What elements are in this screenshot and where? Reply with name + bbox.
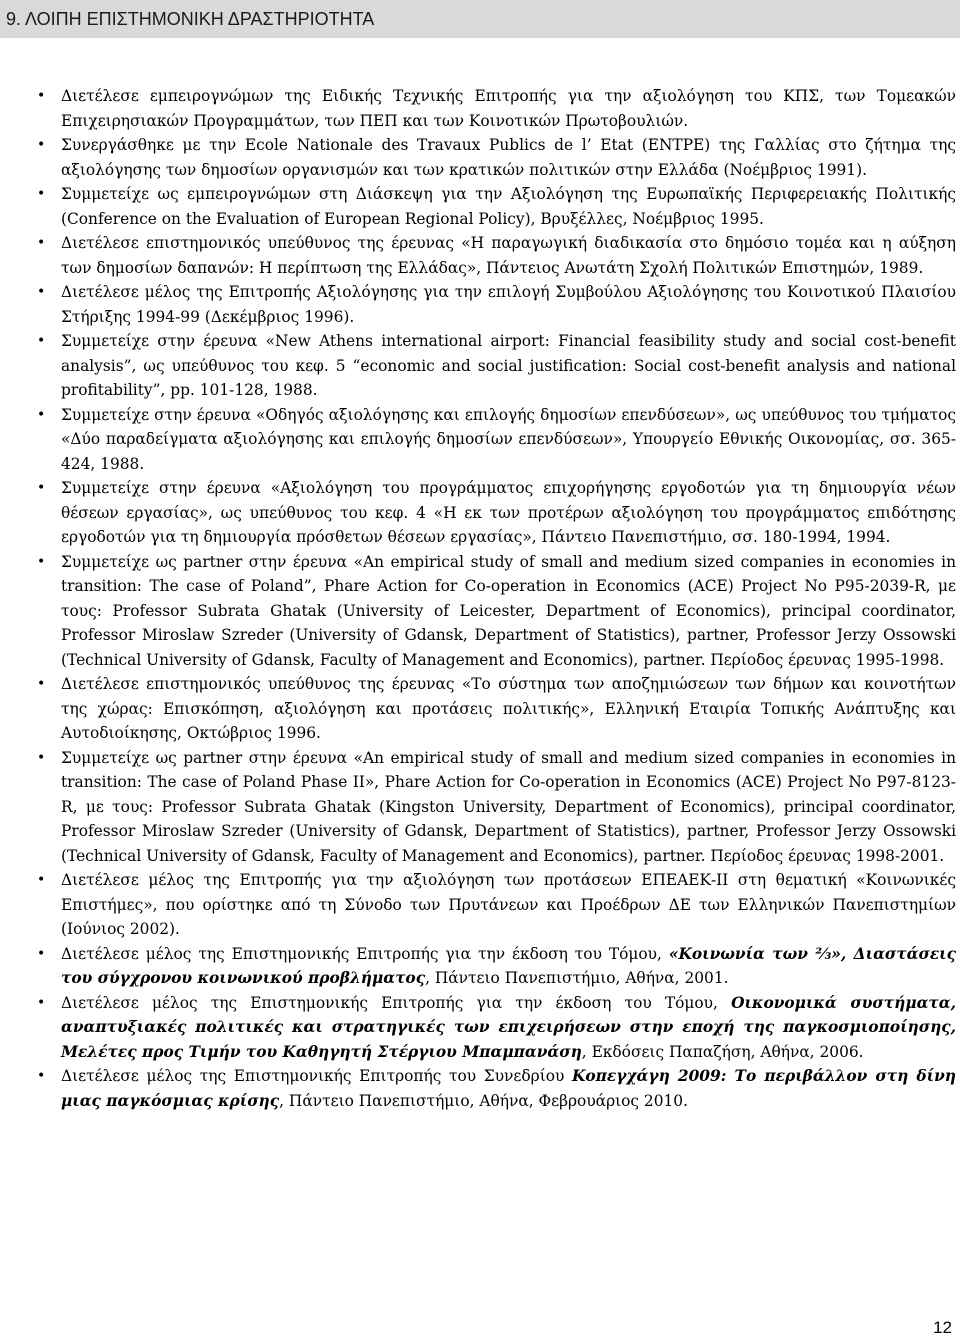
list-item bbox=[37, 476, 956, 550]
bullet-icon: • bbox=[37, 945, 46, 962]
list-item bbox=[37, 133, 956, 182]
list-item bbox=[37, 991, 956, 1065]
bullet-icon: • bbox=[37, 235, 46, 251]
volume-title: Οικονομικά συστήματα, αναπτυξιακές πολιτικές και στρατηγικές των επιχειρήσεων στην εποχή της παγκοσμιοποίησης, Μελέτες προς Τιμήν του Καθηγητή Στέργιου Μπαμπανάση bbox=[61, 993, 956, 1061]
bullet-icon: • bbox=[37, 406, 46, 423]
list-item bbox=[37, 403, 956, 477]
bullet-icon: • bbox=[37, 872, 46, 888]
bullet-icon: • bbox=[37, 137, 46, 153]
bullet-icon: • bbox=[37, 1068, 46, 1084]
list-item bbox=[37, 182, 956, 231]
bullet-icon: • bbox=[37, 749, 46, 766]
item-text: Συνεργάσθηκε με την Ecole Nationale des Travaux Publics de l’ Etat (ENTPE) της Γαλλίας στο ζήτημα της αξιολόγησης των δημοσίων οργανισμών και των κρατικών πολιτικών στην Ελλάδα (Νοέμβριος 1991). bbox=[61, 136, 956, 179]
bullet-icon: • bbox=[37, 553, 46, 570]
item-text: Διετέλεσε επιστημονικός υπεύθυνος της έρευνας «Το σύστημα των αποζημιώσεων των δήμων και κοινοτήτων της χώρας: Επισκόπηση, αξιολόγηση και προτάσεις πολιτικής», Ελληνική Εταιρία Τοπικής Ανάπτυξης και Αυτοδιοίκησης, Οκτώβριος 1996. bbox=[61, 675, 956, 742]
item-text: Διετέλεσε μέλος της Επιτροπής Αξιολόγησης για την επιλογή Συμβούλου Αξιολόγησης του Κοινοτικού Πλαισίου Στήριξης 1994-99 (Δεκέμβριος 1996). bbox=[61, 283, 956, 326]
section-heading: 9. ΛΟΙΠΗ ΕΠΙΣΤΗΜΟΝΙΚΗ ΔΡΑΣΤΗΡΙΟΤΗΤΑ bbox=[0, 0, 960, 38]
bullet-icon: • bbox=[37, 676, 46, 692]
item-text: Συμμετείχε ως partner στην έρευνα «An empirical study of small and medium sized companies in economies in transition: The case of Poland”, Phare Action for Co-operation in Economics (ACE) Project No P95-2039-R, με τους: Professor Subrata Ghatak (University of Leicester, Department of Economics), principal coordinator, Professor Miroslaw Szreder (University of Gdansk, Department of Statistics), partner, Professor Jerzy Ossowski (Technical University of Gdansk, Faculty of Management and Economics), partner. Περίοδος έρευνας 1995-1998. bbox=[61, 552, 956, 669]
volume-title: «Κοινωνία των ⅔», Διαστάσεις του σύγχρονου κοινωνικού προβλήματος bbox=[61, 944, 956, 987]
list-item bbox=[37, 550, 956, 673]
list-item bbox=[37, 84, 956, 133]
bullet-icon: • bbox=[37, 480, 46, 496]
list-item bbox=[37, 868, 956, 942]
item-text: Διετέλεσε μέλος της Επιστημονικής Επιτροπής για την έκδοση του Τόμου, bbox=[61, 944, 669, 963]
item-text: , Πάντειο Πανεπιστήμιο, Αθήνα, 2001. bbox=[425, 969, 729, 987]
item-text: , Εκδόσεις Παπαζήση, Αθήνα, 2006. bbox=[581, 1042, 864, 1061]
list-item bbox=[37, 280, 956, 329]
item-text: Συμμετείχε ως εμπειρογνώμων στη Διάσκεψη για την Αξιολόγηση της Ευρωπαϊκής Περιφερειακής Πολιτικής (Conference on the Evaluation of European Regional Policy), Βρυξέλλες, Νοέμβριος 1995. bbox=[61, 185, 956, 228]
list-item bbox=[37, 1064, 956, 1113]
bullet-icon: • bbox=[37, 284, 46, 300]
item-text: Διετέλεσε μέλος της Επιτροπής για την αξιολόγηση των προτάσεων ΕΠΕΑΕΚ-ΙΙ στη θεματική «Κοινωνικές Επιστήμες», που ορίστηκε από τη Σύνοδο των Πρυτάνεων και Προέδρων ΔΕ των Ελληνικών Πανεπιστημίων (Ιούνιος 2002). bbox=[61, 871, 956, 938]
item-text: Συμμετείχε στην έρευνα «Οδηγός αξιολόγησης και επιλογής δημοσίων επενδύσεων», ως υπεύθυνος του τμήματος «Δύο παραδείγματα αξιολόγησης και επιλογής δημοσίων επενδύσεων», Υπουργείο Εθνικής Οικονομίας, σσ. 365-424, 1988. bbox=[61, 405, 956, 473]
list-item bbox=[37, 329, 956, 403]
bullet-icon: • bbox=[37, 333, 46, 349]
item-text: Διετέλεσε μέλος της Επιστημονικής Επιτροπής του Συνεδρίου bbox=[61, 1067, 573, 1085]
item-text: , Πάντειο Πανεπιστήμιο, Αθήνα, Φεβρουάριος 2010. bbox=[279, 1091, 688, 1110]
list-item bbox=[37, 672, 956, 746]
item-text: Συμμετείχε στην έρευνα «Αξιολόγηση του προγράμματος επιχορήγησης εργοδοτών για τη δημιουργία νέων θέσεων εργασίας», ως υπεύθυνος του κεφ. 4 «Η εκ των προτέρων αξιολόγηση του προγράμματος επιδότησης εργοδοτών για τη δημιουργία πρόσθετων θέσεων εργασίας», Πάντειο Πανεπιστήμιο, σσ. 180-1994, 1994. bbox=[61, 479, 956, 546]
list-item bbox=[37, 231, 956, 280]
activity-list bbox=[0, 84, 960, 1113]
item-text: Διετέλεσε εμπειρογνώμων της Ειδικής Τεχνικής Επιτροπής για την αξιολόγηση του ΚΠΣ, των Τομεακών Επιχειρησιακών Προγραμμάτων, των ΠΕΠ και των Κοινοτικών Πρωτοβουλιών. bbox=[61, 87, 956, 130]
bullet-icon: • bbox=[37, 994, 46, 1011]
conference-title: Κοπεγχάγη 2009: Το περιβάλλον στη δίνη μιας παγκόσμιας κρίσης bbox=[61, 1067, 956, 1110]
page-number: 12 bbox=[933, 1318, 952, 1337]
list-item bbox=[37, 746, 956, 869]
item-text: Συμμετείχε στην έρευνα «New Athens international airport: Financial feasibility study and social cost-benefit analysis”, ως υπεύθυνος του κεφ. 5 “economic and social justification: Social cost-benefit analysis and national profitability”, pp. 101-128, 1988. bbox=[61, 332, 956, 399]
list-item bbox=[37, 942, 956, 991]
bullet-icon: • bbox=[37, 186, 46, 202]
item-text: Συμμετείχε ως partner στην έρευνα «An empirical study of small and medium sized companies in economies in transition: The case of Poland Phase II», Phare Action for Co-operation in Economics (ACE) Project No P97-8123-R, με τους: Professor Subrata Ghatak (Kingston University, Department of Economics), principal coordinator, Professor Miroslaw Szreder (University of Gdansk, Department of Statistics), partner, Professor Jerzy Ossowski (Technical University of Gdansk, Faculty of Management and Economics), partner. Περίοδος έρευνας 1998-2001. bbox=[61, 748, 956, 865]
item-text: Διετέλεσε επιστημονικός υπεύθυνος της έρευνας «Η παραγωγική διαδικασία στο δημόσιο τομέα και η αύξηση των δημοσίων δαπανών: Η περίπτωση της Ελλάδας», Πάντειος Ανωτάτη Σχολή Πολιτικών Επιστημών, 1989. bbox=[61, 234, 956, 277]
item-text: Διετέλεσε μέλος της Επιστημονικής Επιτροπής για την έκδοση του Τόμου, bbox=[61, 993, 732, 1012]
bullet-icon: • bbox=[37, 88, 46, 104]
